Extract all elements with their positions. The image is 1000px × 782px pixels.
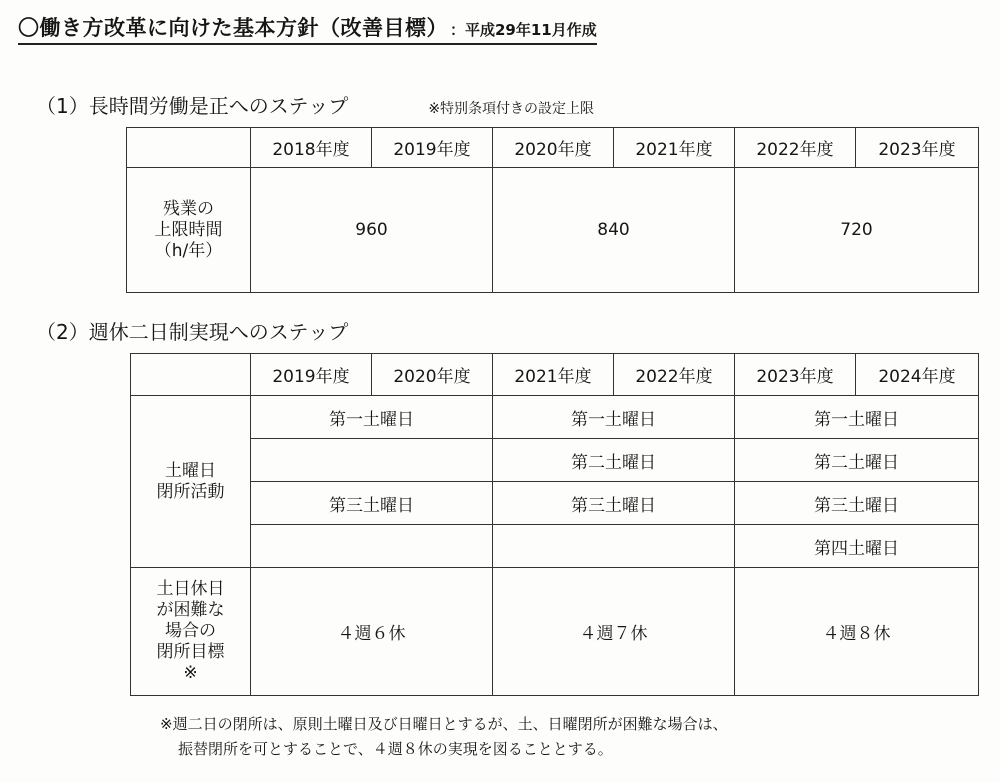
- year-header: 2023年度: [856, 128, 979, 168]
- title-sub: ：平成29年11月作成: [450, 21, 597, 39]
- closure-row: [131, 396, 979, 439]
- label-line: が困難な: [156, 600, 225, 620]
- overtime-value: 720: [735, 168, 979, 293]
- closure-cell: 第三土曜日: [735, 482, 979, 525]
- closure-cell: [251, 525, 493, 568]
- closure-row: [131, 525, 979, 568]
- overtime-limit-table: [126, 127, 979, 293]
- section1-heading: （1）長時間労働是正へのステップ: [36, 94, 349, 118]
- corner-cell: [127, 128, 251, 168]
- section1-header: [36, 90, 594, 119]
- closure-cell: 第三土曜日: [493, 482, 735, 525]
- label-line: 上限時間: [154, 219, 223, 240]
- label-line: 場合の: [165, 621, 216, 641]
- closure-cell: [251, 439, 493, 482]
- year-header: 2022年度: [614, 354, 735, 396]
- closure-cell: 第一土曜日: [251, 396, 493, 439]
- closure-row: [131, 482, 979, 525]
- weekly-holiday-table: [130, 353, 979, 696]
- year-header-row: [127, 128, 979, 168]
- label-line: （h/年）: [154, 240, 223, 261]
- footnote-line1: ※週二日の閉所は、原則土曜日及び日曜日とするが、土、日曜閉所が困難な場合は、: [160, 715, 728, 733]
- closure-cell: 第三土曜日: [251, 482, 493, 525]
- label-line: 閉所目標: [156, 642, 225, 662]
- year-header: 2021年度: [614, 128, 735, 168]
- year-header: 2019年度: [372, 128, 493, 168]
- closure-label: [131, 396, 251, 568]
- target-row: [131, 568, 979, 696]
- footnote: [160, 712, 728, 762]
- overtime-row-label: [127, 168, 251, 293]
- section2-header: [36, 316, 348, 345]
- closure-cell: 第一土曜日: [735, 396, 979, 439]
- label-line: ※: [183, 663, 198, 683]
- corner-cell: [131, 354, 251, 396]
- document-title: [18, 12, 597, 45]
- closure-cell: 第二土曜日: [735, 439, 979, 482]
- year-header: 2024年度: [856, 354, 979, 396]
- overtime-value: 960: [251, 168, 493, 293]
- section1-note: ※特別条項付きの設定上限: [428, 101, 595, 117]
- footnote-line2: 振替閉所を可とすることで、４週８休の実現を図ることとする。: [178, 740, 613, 758]
- year-header: 2022年度: [735, 128, 856, 168]
- target-cell: ４週８休: [735, 568, 979, 696]
- section2-heading: （2）週休二日制実現へのステップ: [36, 320, 349, 344]
- closure-row: [131, 439, 979, 482]
- closure-cell: 第一土曜日: [493, 396, 735, 439]
- year-header: 2023年度: [735, 354, 856, 396]
- label-line: 閉所活動: [156, 481, 225, 502]
- title-main: 〇働き方改革に向けた基本方針（改善目標）: [18, 16, 448, 40]
- year-header: 2019年度: [251, 354, 372, 396]
- closure-cell: 第二土曜日: [493, 439, 735, 482]
- closure-cell: 第四土曜日: [735, 525, 979, 568]
- closure-cell: [493, 525, 735, 568]
- year-header: 2018年度: [251, 128, 372, 168]
- target-cell: ４週７休: [493, 568, 735, 696]
- overtime-row: [127, 168, 979, 293]
- label-line: 土日休日: [156, 579, 225, 599]
- overtime-value: 840: [493, 168, 735, 293]
- target-label: [131, 568, 251, 696]
- label-line: 残業の: [163, 198, 214, 219]
- year-header-row: [131, 354, 979, 396]
- year-header: 2020年度: [493, 128, 614, 168]
- year-header: 2020年度: [372, 354, 493, 396]
- label-line: 土曜日: [165, 460, 216, 481]
- target-cell: ４週６休: [251, 568, 493, 696]
- year-header: 2021年度: [493, 354, 614, 396]
